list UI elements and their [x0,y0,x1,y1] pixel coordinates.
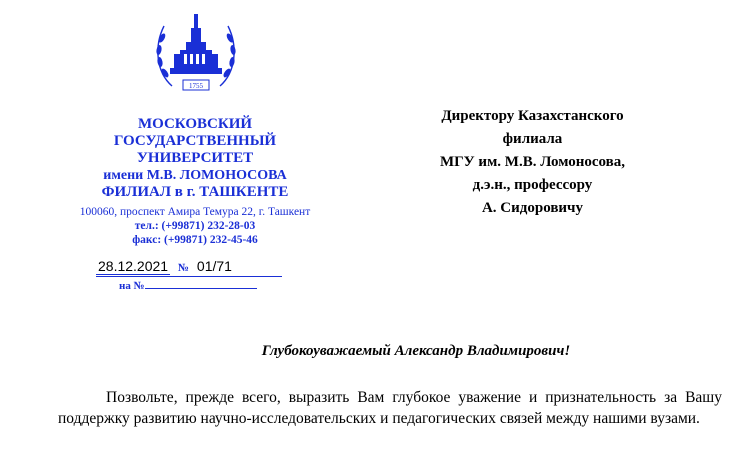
org-line: УНИВЕРСИТЕТ [136,150,254,166]
org-line: МОСКОВСКИЙ [137,116,253,132]
addressee-line: д.э.н., профессору [472,177,593,193]
body-paragraph: Позвольте, прежде всего, выразить Вам глубокое уважение и признательность за Вашу поддержку развитию научно-исследовательских и педагогических связей между нашими вузами. [58,389,722,427]
phone: тел.: (+99871) 232-28-03 [134,220,256,232]
organization-name [60,116,330,201]
emblem-year: 1755 [189,82,203,90]
letter-number: 01/71 [196,258,232,274]
address: 100060, проспект Амира Темура 22, г. Ташкент [79,206,311,218]
reference-label: на № [119,280,145,292]
reference-line [119,278,257,292]
contact-info [60,205,330,247]
number-label: № [177,262,190,274]
addressee-line: Директору Казахстанского [441,108,624,124]
date-underline [96,276,282,277]
org-line: ФИЛИАЛ в г. ТАШКЕНТЕ [101,184,289,200]
org-line: ГОСУДАРСТВЕННЫЙ [113,133,277,149]
addressee-line: А. Сидоровичу [481,200,584,216]
letter-date: 28.12.2021 [98,258,169,274]
fax: факс: (+99871) 232-45-46 [132,234,258,246]
addressee-line: филиала [502,131,563,147]
msu-emblem-logo [150,6,242,98]
letter-body [58,387,722,429]
addressee [405,105,660,220]
addressee-line: МГУ им. М.В. Ломоносова, [439,154,626,170]
org-line: имени М.В. ЛОМОНОСОВА [103,168,287,183]
salutation: Глубокоуважаемый Александр Владимирович! [261,343,571,359]
reference-blank [145,278,257,289]
outgoing-date-number [96,258,232,274]
